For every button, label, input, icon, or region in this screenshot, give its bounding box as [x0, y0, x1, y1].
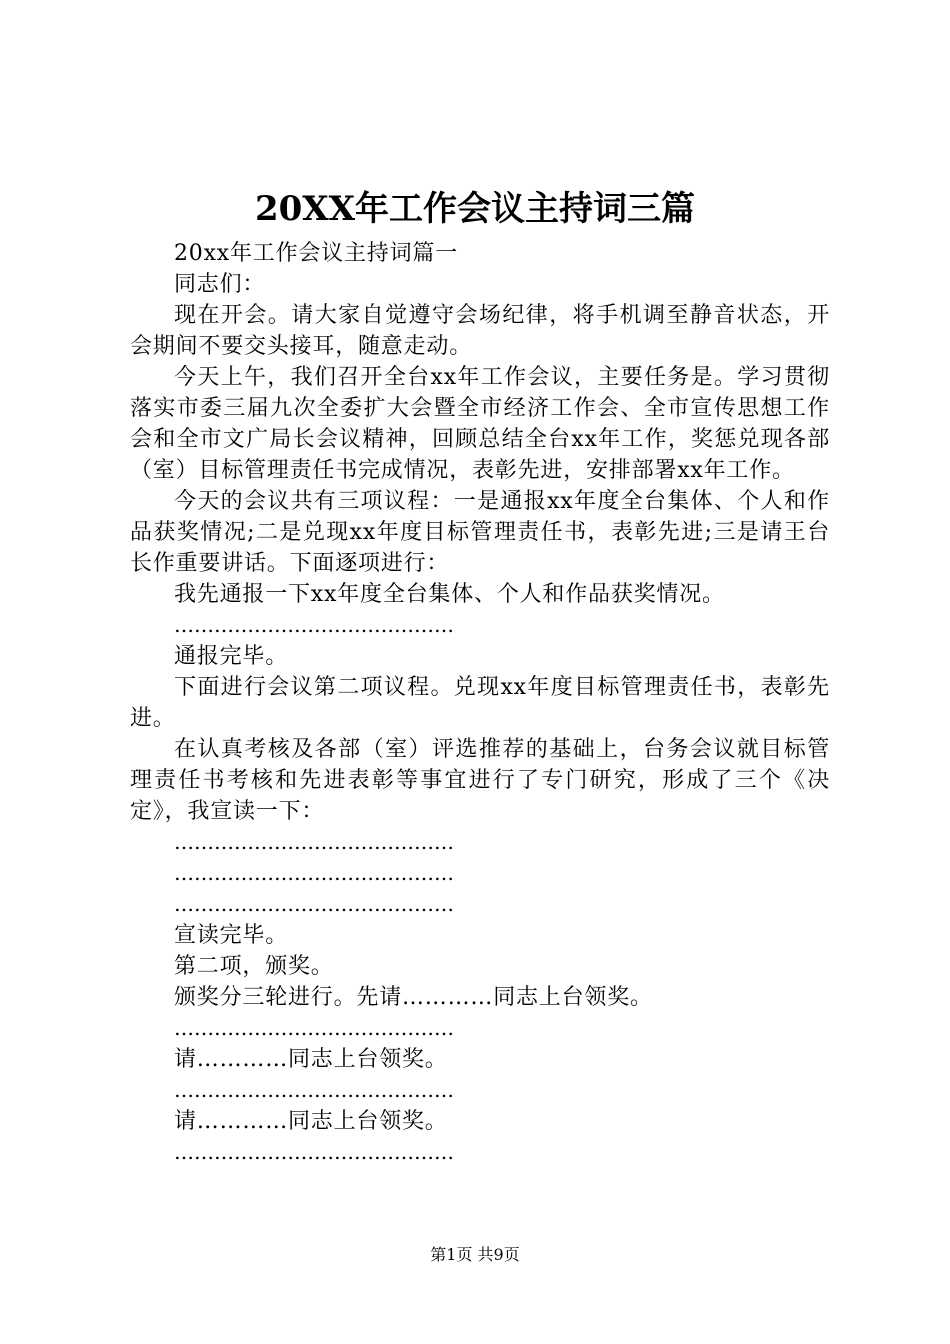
paragraph: 请…………同志上台领奖。 [174, 1047, 448, 1072]
paragraph: 今天的会议共有三项议程：一是通报xx年度全台集体、个人和作品获奖情况;二是兑现xx年度目标管理责任书，表彰先进;三是请王台长作重要讲话。下面逐项进行： [130, 489, 830, 576]
ellipsis-line: …………………………………… [174, 1016, 454, 1040]
paragraph: 我先通报一下xx年度全台集体、个人和作品获奖情况。 [174, 582, 725, 607]
ellipsis-line: …………………………………… [174, 613, 454, 637]
ellipsis-line: …………………………………… [174, 1140, 454, 1164]
paragraph: 现在开会。请大家自觉遵守会场纪律，将手机调至静音状态，开会期间不要交头接耳，随意走动。 [130, 303, 830, 359]
paragraph: 颁奖分三轮进行。先请…………同志上台领奖。 [174, 985, 653, 1010]
paragraph: 下面进行会议第二项议程。兑现xx年度目标管理责任书，表彰先进。 [130, 675, 830, 731]
paragraph: 在认真考核及各部（室）评选推荐的基础上，台务会议就目标管理责任书考核和先进表彰等事宜进行了专门研究，形成了三个《决定》，我宣读一下： [130, 737, 830, 824]
document-title: 20XX年工作会议主持词三篇 [254, 189, 696, 229]
paragraph-salutation: 同志们： [174, 272, 266, 297]
paragraph: 第二项，颁奖。 [174, 954, 334, 979]
ellipsis-line: …………………………………… [174, 830, 454, 854]
paragraph: 宣读完毕。 [174, 923, 289, 948]
ellipsis-line: …………………………………… [174, 861, 454, 885]
paragraph: 请…………同志上台领奖。 [174, 1109, 448, 1134]
paragraph: 今天上午，我们召开全台xx年工作会议，主要任务是。学习贯彻落实市委三届九次全委扩大会暨全市经济工作会、全市宣传思想工作会和全市文广局长会议精神，回顾总结全台xx年工作，奖惩兑现各部（室）目标管理责任书完成情况，表彰先进，安排部署xx年工作。 [130, 365, 830, 483]
paragraph-heading: 20xx年工作会议主持词篇一 [174, 241, 459, 266]
ellipsis-line: …………………………………… [174, 892, 454, 916]
ellipsis-line: …………………………………… [174, 1078, 454, 1102]
document-body [130, 238, 830, 1168]
paragraph: 通报完毕。 [174, 644, 289, 669]
page-footer: 第1页 共9页 [430, 1245, 520, 1264]
